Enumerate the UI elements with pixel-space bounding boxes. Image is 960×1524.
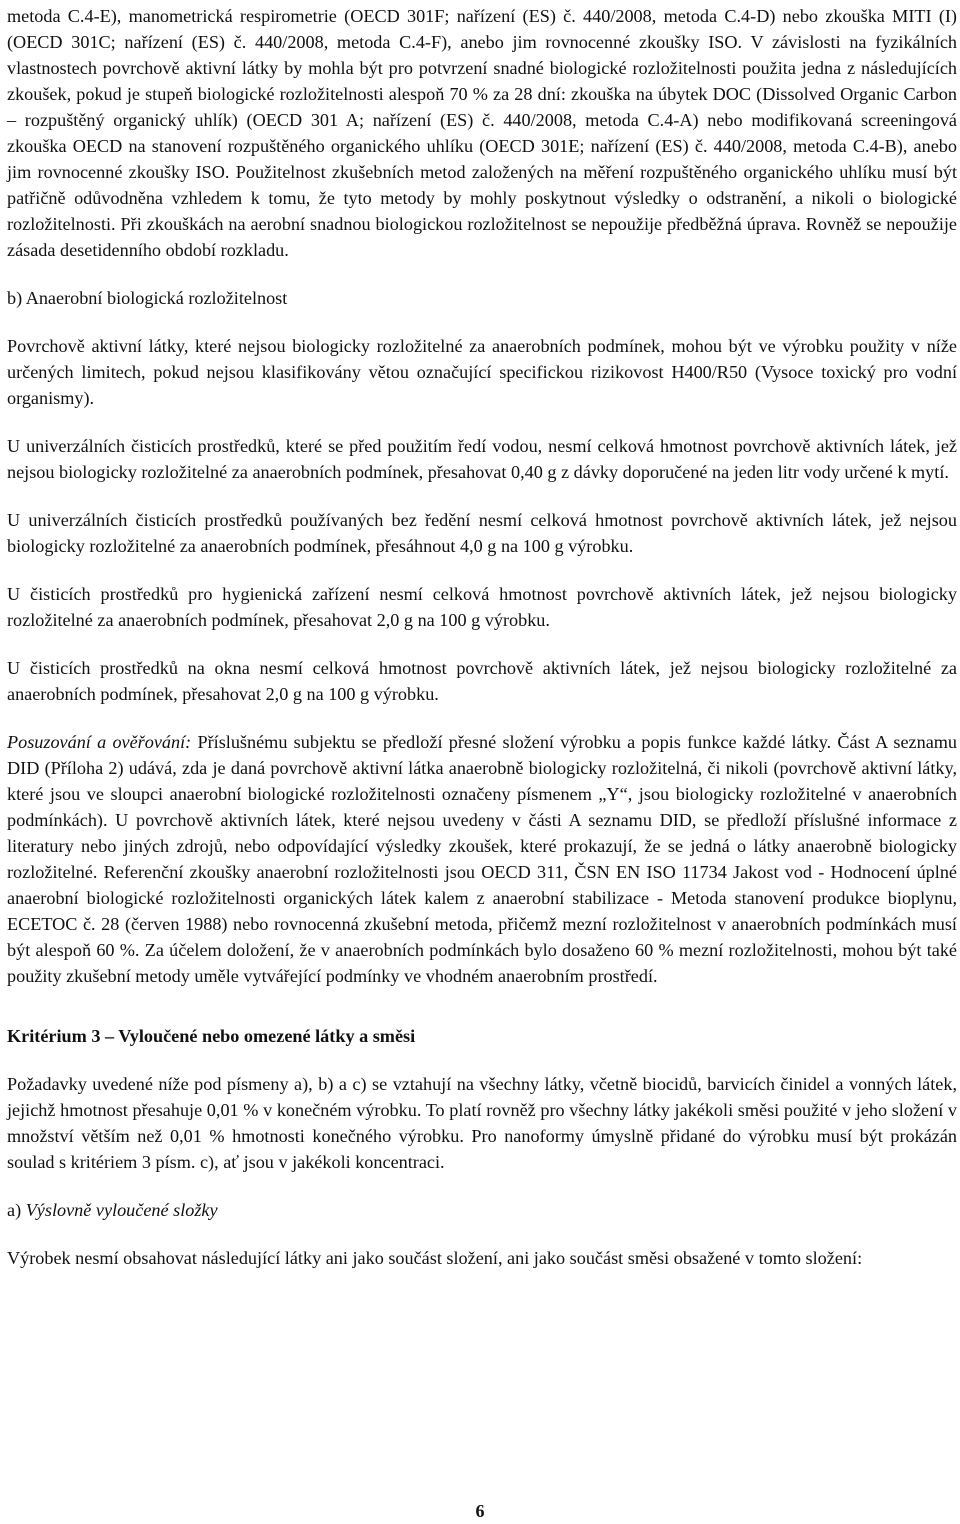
assessment-label: Posuzování a ověřování: <box>7 732 192 752</box>
heading-excluded-text: Výslovně vyloučené složky <box>25 1200 218 1220</box>
assessment-text: Příslušnému subjektu se předloží přesné složení výrobku a popis funkce každé látky. Část A seznamu DID (Příloha 2) udává, zda je daná povrchově aktivní látka anaerobně biologicky rozložitelná, či nikoli (povrchově aktivní látky, které jsou ve sloupci anaerobní biologické rozložitelnosti označeny písmenem „Y“, jsou biologicky rozložitelné v anaerobních podmínkách). U povrchově aktivních látek, které nejsou uvedeny v části A seznamu DID, se předloží příslušné informace z literatury nebo jiných zdrojů, nebo odpovídající výsledky zkoušek, které prokazují, že se jedná o látky anaerobně biologicky rozložitelné. Referenční zkoušky anaerobní rozložitelnosti jsou OECD 311, ČSN EN ISO 11734 Jakost vod - Hodnocení úplné anaerobní biologické rozložitelnosti organických látek kalem z anaerobní stabilizace - Metoda stanovení produkce bioplynu, ECETOC č. 28 (červen 1988) nebo rovnocenná zkušební metoda, přičemž mezní rozložitelnost v anaerobních podmínkách musí být alespoň 60 %. Za účelem doložení, že v anaerobních podmínkách bylo dosaženo 60 % mezní rozložitelnosti, mohou být také použity zkušební metody uměle vytvářející podmínky ve vhodném anaerobním prostředí. <box>7 732 958 986</box>
paragraph-window-cleaners: U čisticích prostředků na okna nesmí celková hmotnost povrchově aktivních látek, jež nejsou biologicky rozložitelné za anaerobních podmínek, přesahovat 2,0 g na 100 g výrobku. <box>7 658 957 704</box>
paragraph-universal-diluted: U univerzálních čisticích prostředků, které se před použitím ředí vodou, nesmí celková hmotnost povrchově aktivních látek, jež nejsou biologicky rozložitelné za anaerobních podmínek, přesahovat 0,40 g z dávky doporučené na jeden litr vody určené k mytí. <box>7 436 957 482</box>
page-number: 6 <box>475 1501 485 1521</box>
document-page <box>7 0 957 1524</box>
paragraph-sanitary-cleaners: U čisticích prostředků pro hygienická zařízení nesmí celková hmotnost povrchově aktivních látek, jež nejsou biologicky rozložitelné za anaerobních podmínek, přesahovat 2,0 g na 100 g výrobku. <box>7 584 957 630</box>
section-heading-anaerobic: b) Anaerobní biologická rozložitelnost <box>7 288 288 308</box>
section-heading-excluded <box>7 1197 957 1223</box>
paragraph-assessment <box>7 729 957 989</box>
paragraph-product-must-not: Výrobek nesmí obsahovat následující látky ani jako součást složení, ani jako součást směsi obsažené v tomto složení: <box>7 1248 863 1268</box>
heading-prefix: a) <box>7 1200 26 1220</box>
paragraph-test-methods: metoda C.4-E), manometrická respirometrie (OECD 301F; nařízení (ES) č. 440/2008, metoda C.4-D) nebo zkouška MITI (I) (OECD 301C; nařízení (ES) č. 440/2008, metoda C.4-F), anebo jim rovnocenné zkoušky ISO. V závislosti na fyzikálních vlastnostech povrchově aktivní látky by mohla být pro potvrzení snadné biologické rozložitelnosti použita jedna z následujících zkoušek, pokud je stupeň biologické rozložitelnosti alespoň 70 % za 28 dní: zkouška na úbytek DOC (Dissolved Organic Carbon – rozpuštěný organický uhlík) (OECD 301 A; nařízení (ES) č. 440/2008, metoda C.4-A) nebo modifikovaná screeningová zkouška OECD na stanovení rozpuštěného organického uhlíku (OECD 301E; nařízení (ES) č. 440/2008, metoda C.4-B), anebo jim rovnocenné zkoušky ISO. Použitelnost zkušebních metod založených na měření rozpuštěného organického uhlíku musí být patřičně odůvodněna vzhledem k tomu, že tyto metody by mohly poskytnout výsledky o odstranění, a nikoli o biologické rozložitelnosti. Při zkouškách na aerobní snadnou biologickou rozložitelnost se nepoužije předběžná úprava. Rovněž se nepoužije zásada desetidenního období rozkladu. <box>7 6 957 260</box>
paragraph-universal-undiluted: U univerzálních čisticích prostředků používaných bez ředění nesmí celková hmotnost povrchově aktivních látek, jež nejsou biologicky rozložitelné za anaerobních podmínek, přesáhnout 4,0 g na 100 g výrobku. <box>7 510 957 556</box>
paragraph-requirements: Požadavky uvedené níže pod písmeny a), b) a c) se vztahují na všechny látky, včetně biocidů, barvicích činidel a vonných látek, jejichž hmotnost přesahuje 0,01 % v konečném výrobku. To platí rovněž pro všechny látky jakékoli směsi použité v jeho složení v množství větším než 0,01 % hmotnosti konečného výrobku. Pro nanoformy úmyslně přidané do výrobku musí být prokázán soulad s kritériem 3 písm. c), ať jsou v jakékoli koncentraci. <box>7 1074 957 1172</box>
paragraph-anaerobic-intro: Povrchově aktivní látky, které nejsou biologicky rozložitelné za anaerobních podmínek, mohou být ve výrobku použity v níže určených limitech, pokud nejsou klasifikovány větou označující specifickou rizikovost H400/R50 (Vysoce toxický pro vodní organismy). <box>7 336 957 408</box>
criterion-heading: Kritérium 3 – Vyloučené nebo omezené látky a směsi <box>7 1026 416 1046</box>
